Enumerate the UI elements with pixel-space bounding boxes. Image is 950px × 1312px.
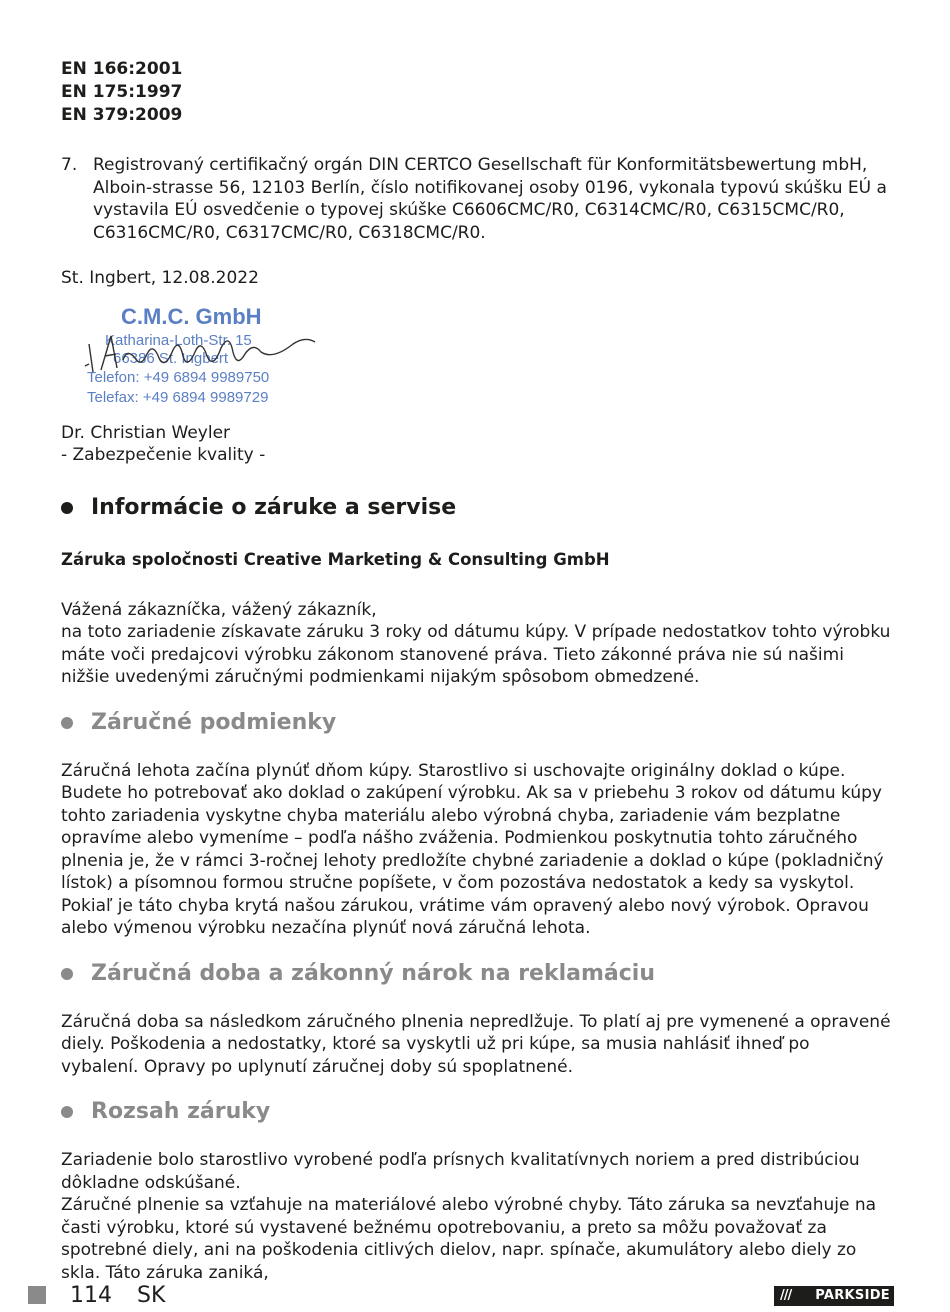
subsection-heading-period bbox=[61, 960, 891, 988]
place-date: St. Ingbert, 12.08.2022 bbox=[61, 268, 259, 288]
page-number: 114 bbox=[70, 1283, 112, 1308]
item-text: Registrovaný certifikačný orgán DIN CERTCO Gesellschaft für Konformitätsbewertung mbH, Alboin-strasse 56, 12103 Berlín, číslo notifikovanej osoby 0196, vykonala typovú skúšku EÚ a vystavila EÚ osvedčenie o typovej skúške C6606CMC/R0, C6314CMC/R0, C6315CMC/R0, C6316CMC/R0, C6317CMC/R0, C6318CMC/R0. bbox=[93, 155, 887, 243]
subsection-body-conditions bbox=[61, 760, 891, 940]
bullet-icon bbox=[61, 717, 73, 729]
intro-block bbox=[61, 599, 891, 689]
page-footer bbox=[28, 1283, 894, 1309]
paragraph: Záručná lehota začína plynúť dňom kúpy. Starostlivo si uschovajte originálny doklad o kúpe. Budete ho potrebovať ako doklad o zakúpení výrobku. Ak sa v priebehu 3 rokov od dátumu kúpy tohto zariadenia vyskytne chyba materiálu alebo výrobná chyba, zariadenie vám bezplatne opravíme alebo vymeníme – podľa nášho zváženia. Podmienkou poskytnutia tohto záručného plnenia je, že v rámci 3-ročnej lehoty predložíte chybné zariadenie a doklad o kúpe (pokladničný lístok) a písomnou formou stručne popíšete, v čom pozostáva nedostatok a kedy sa vyskytol. bbox=[61, 760, 884, 893]
language-code: SK bbox=[137, 1283, 166, 1308]
bullet-icon bbox=[61, 1106, 73, 1118]
standard-en166: EN 166:2001 bbox=[61, 59, 183, 79]
subsection-title: Záručné podmienky bbox=[91, 709, 337, 735]
intro-text: na toto zariadenie získavate záruku 3 roky od dátumu kúpy. V prípade nedostatkov tohto výrobku máte voči predajcovi výrobku zákonom stanovené práva. Tieto zákonné práva nie sú našimi nižšie uvedenými záručnými podmienkami nijakým spôsobom obmedzené. bbox=[61, 622, 891, 687]
paragraph: Záručné plnenie sa vzťahuje na materiálové alebo výrobné chyby. Táto záruka sa nevzťahuje na časti výrobku, ktoré sú vystavené bežnému opotrebovaniu, a preto sa môžu považovať za spotrebné diely, ani na poškodenia citlivých dielov, napr. spínače, akumulátory alebo diely zo skla. Táto záruka zaniká, bbox=[61, 1195, 877, 1283]
subsection-body-scope bbox=[61, 1149, 891, 1284]
item-number: 7. bbox=[61, 155, 78, 175]
brand-logo bbox=[774, 1286, 894, 1306]
bullet-icon bbox=[61, 968, 73, 980]
subsection-title: Rozsah záruky bbox=[91, 1099, 271, 1124]
subsection-heading-scope bbox=[61, 1098, 891, 1126]
section-title: Informácie o záruke a servise bbox=[91, 494, 457, 520]
stamp-company: C.M.C. GmbH bbox=[121, 303, 262, 329]
stamp-city: 66386 St. Ingbert bbox=[113, 349, 229, 367]
stamp-fax: Telefax: +49 6894 9989729 bbox=[87, 388, 269, 406]
greeting: Vážená zákazníčka, vážený zákazník, bbox=[61, 599, 377, 620]
company-stamp-with-signature bbox=[83, 298, 341, 410]
standard-en379: EN 379:2009 bbox=[61, 105, 183, 125]
section-heading bbox=[61, 494, 891, 522]
signer-block bbox=[61, 422, 891, 467]
subsection-heading-conditions bbox=[61, 709, 891, 737]
document-page bbox=[61, 58, 891, 1284]
signer-role: - Zabezpečenie kvality - bbox=[61, 445, 266, 465]
warranty-heading: Záruka spoločnosti Creative Marketing & Consulting GmbH bbox=[61, 549, 610, 569]
paragraph: Pokiaľ je táto chyba krytá našou zárukou, vrátime vám opravený alebo nový výrobok. Opravou alebo výmenou výrobku nezačína plynúť nová záručná lehota. bbox=[61, 895, 869, 938]
subsection-body-period bbox=[61, 1011, 891, 1079]
numbered-item-7 bbox=[61, 154, 891, 244]
brand-name: PARKSIDE bbox=[815, 1288, 890, 1303]
standards-list bbox=[61, 58, 891, 127]
logo-stripes-icon: /// bbox=[780, 1288, 792, 1303]
footer-square-icon bbox=[28, 1286, 46, 1304]
paragraph: Zariadenie bolo starostlivo vyrobené podľa prísnych kvalitatívnych noriem a pred distribúciou dôkladne odskúšané. bbox=[61, 1150, 860, 1193]
bullet-icon bbox=[61, 502, 73, 514]
standard-en175: EN 175:1997 bbox=[61, 82, 183, 102]
stamp-phone: Telefon: +49 6894 9989750 bbox=[87, 368, 270, 386]
paragraph: Záručná doba sa následkom záručného plnenia nepredlžuje. To platí aj pre vymenené a opravené diely. Poškodenia a nedostatky, ktoré sa vyskytli už pri kúpe, sa musia nahlásiť ihneď po vybalení. Opravy po uplynutí záručnej doby sú spoplatnené. bbox=[61, 1011, 891, 1077]
signer-name: Dr. Christian Weyler bbox=[61, 422, 231, 443]
stamp-street: Katharina-Loth-Str. 15 bbox=[105, 331, 252, 349]
subsection-title: Záručná doba a zákonný nárok na reklamáciu bbox=[91, 960, 655, 986]
